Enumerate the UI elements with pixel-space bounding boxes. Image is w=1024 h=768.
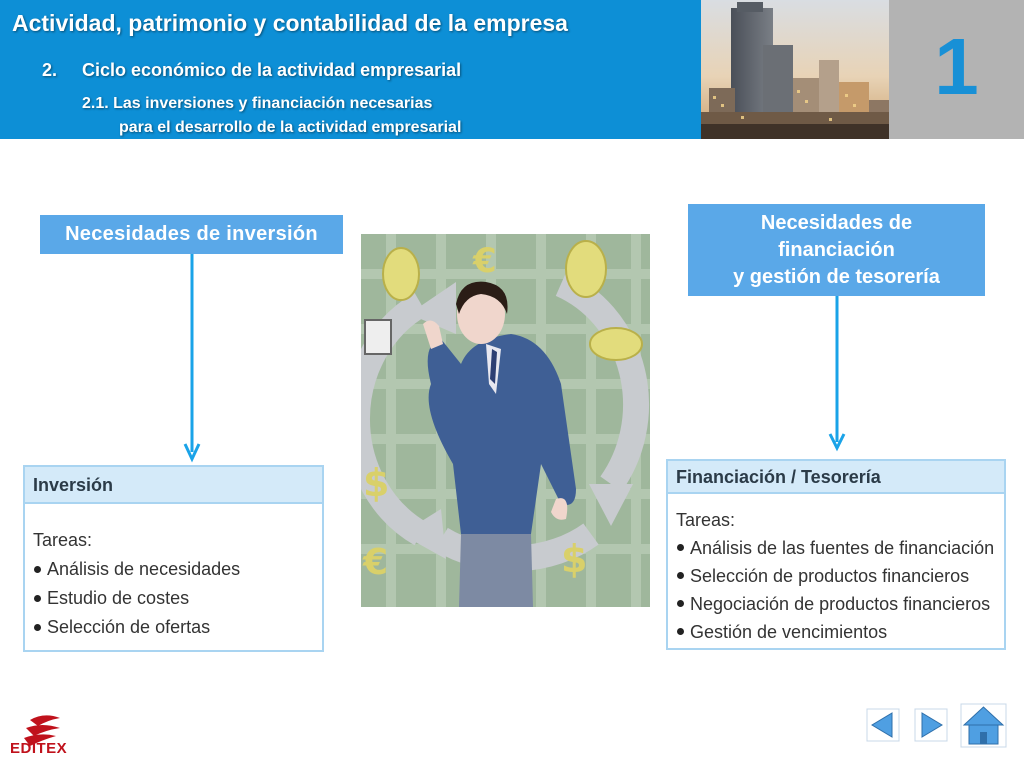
financing-panel-body bbox=[668, 494, 1004, 646]
city-skyline-photo bbox=[701, 0, 889, 139]
list-item: Gestión de vencimientos bbox=[676, 618, 1004, 646]
section-number: 2. bbox=[42, 60, 58, 80]
investment-tasks-label: Tareas: bbox=[33, 530, 93, 550]
previous-button[interactable] bbox=[866, 708, 900, 742]
financing-tasks-label: Tareas: bbox=[676, 510, 736, 530]
investment-panel-heading: Inversión bbox=[25, 467, 322, 504]
svg-text:$: $ bbox=[561, 537, 588, 581]
investment-panel-body bbox=[25, 504, 322, 642]
financing-task-list bbox=[676, 534, 1004, 646]
svg-text:€: € bbox=[473, 241, 497, 281]
investment-panel bbox=[23, 465, 324, 652]
list-item: Negociación de productos financieros bbox=[676, 590, 1004, 618]
list-item: Selección de productos financieros bbox=[676, 562, 1004, 590]
list-item: Análisis de necesidades bbox=[33, 555, 322, 584]
list-item: Estudio de costes bbox=[33, 584, 322, 613]
triangle-left-icon bbox=[866, 708, 900, 742]
list-item: Selección de ofertas bbox=[33, 613, 322, 642]
triangle-right-icon bbox=[914, 708, 948, 742]
section-title: Ciclo económico de la actividad empresarial bbox=[82, 60, 462, 80]
subsection-line-1: 2.1. Las inversiones y financiación necesarias bbox=[82, 95, 433, 112]
financing-panel bbox=[666, 459, 1006, 650]
house-icon bbox=[960, 703, 1007, 748]
next-button[interactable] bbox=[914, 708, 948, 742]
home-button[interactable] bbox=[960, 703, 1007, 748]
chapter-box bbox=[889, 0, 1024, 139]
down-arrow-icon bbox=[827, 296, 847, 452]
page-title: Actividad, patrimonio y contabilidad de la empresa bbox=[12, 10, 568, 36]
investment-needs-label: Necesidades de inversión bbox=[40, 215, 343, 254]
financing-needs-line-3: y gestión de tesorería bbox=[733, 266, 940, 288]
list-item: Análisis de las fuentes de financiación bbox=[676, 534, 1004, 562]
financing-needs-line-2: financiación bbox=[778, 239, 895, 261]
financing-needs-line-1: Necesidades de bbox=[760, 212, 913, 234]
financing-needs-label bbox=[688, 204, 985, 296]
svg-text:€: € bbox=[363, 542, 389, 583]
investment-task-list bbox=[33, 555, 322, 642]
subsection-heading bbox=[82, 92, 461, 140]
subsection-line-2: para el desarrollo de la actividad empresarial bbox=[119, 119, 462, 136]
svg-text:$: $ bbox=[363, 461, 390, 505]
businessman-money-cycle-illustration bbox=[361, 234, 650, 607]
logo-text: EDITEX bbox=[10, 740, 68, 757]
section-heading bbox=[42, 60, 461, 81]
down-arrow-icon bbox=[182, 254, 202, 466]
financing-panel-heading: Financiación / Tesorería bbox=[668, 461, 1004, 494]
chapter-number: 1 bbox=[934, 22, 979, 111]
